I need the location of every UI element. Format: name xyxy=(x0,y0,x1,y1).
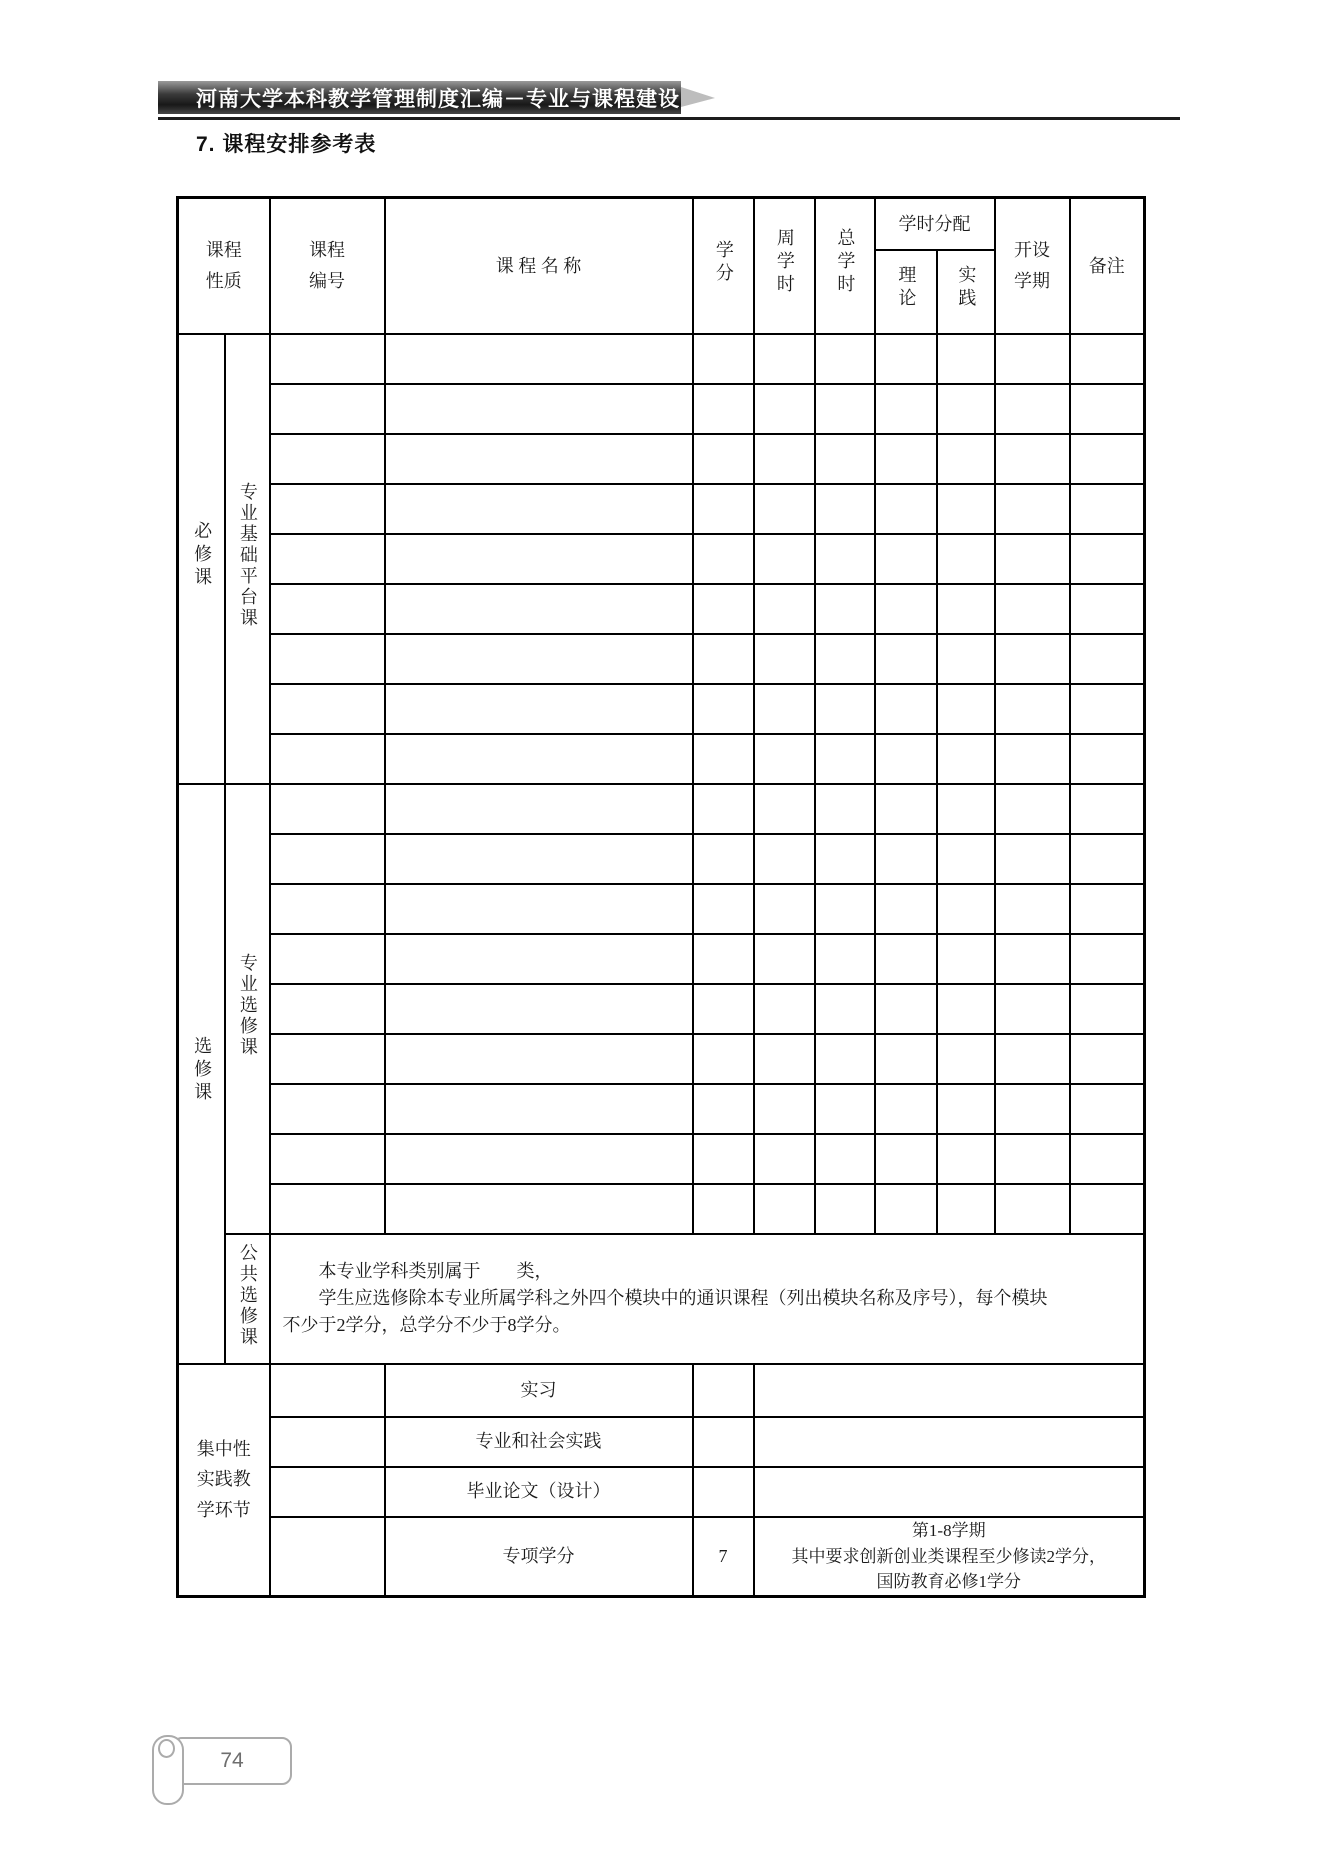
empty-cell xyxy=(385,1034,693,1084)
banner-underline xyxy=(158,117,1180,120)
empty-cell xyxy=(754,384,815,434)
col-header-credits xyxy=(693,198,754,334)
public-elective-line3: 不少于2学分，总学分不少于8学分。 xyxy=(282,1315,571,1335)
empty-cell xyxy=(1070,634,1145,684)
empty-cell xyxy=(815,834,875,884)
empty-cell xyxy=(385,834,693,884)
required-label: 必修课 xyxy=(192,520,213,590)
empty-cell xyxy=(754,984,815,1034)
empty-cell xyxy=(1070,434,1145,484)
empty-cell xyxy=(385,1084,693,1134)
empty-cell xyxy=(875,734,937,784)
empty-cell xyxy=(754,484,815,534)
empty-cell xyxy=(875,584,937,634)
empty-cell xyxy=(385,584,693,634)
empty-cell xyxy=(270,1184,385,1234)
page-number-badge xyxy=(172,1737,292,1785)
empty-cell xyxy=(815,1034,875,1084)
empty-cell xyxy=(875,634,937,684)
empty-cell xyxy=(754,1364,1145,1417)
empty-cell xyxy=(693,734,754,784)
empty-cell xyxy=(875,784,937,834)
semester-label: 开设学期 xyxy=(1014,240,1050,291)
empty-cell xyxy=(1070,534,1145,584)
empty-cell xyxy=(754,1034,815,1084)
empty-cell xyxy=(937,334,995,384)
empty-cell xyxy=(693,784,754,834)
banner-title: 河南大学本科教学管理制度汇编－专业与课程建设 xyxy=(196,86,680,111)
empty-cell xyxy=(937,634,995,684)
empty-cell xyxy=(875,434,937,484)
empty-cell xyxy=(385,684,693,734)
practical-row-name: 专业和社会实践 xyxy=(385,1417,693,1467)
empty-cell xyxy=(815,784,875,834)
course-nature-label: 课程性质 xyxy=(205,240,242,291)
empty-cell xyxy=(385,384,693,434)
empty-cell xyxy=(270,884,385,934)
section-label-practical xyxy=(178,1364,270,1597)
section-title: 7. 课程安排参考表 xyxy=(196,133,377,156)
empty-cell xyxy=(995,634,1070,684)
empty-cell xyxy=(937,984,995,1034)
empty-cell xyxy=(693,834,754,884)
empty-cell xyxy=(693,634,754,684)
empty-cell xyxy=(385,634,693,684)
empty-cell xyxy=(875,334,937,384)
empty-cell xyxy=(754,734,815,784)
col-header-practice xyxy=(937,250,995,334)
empty-cell xyxy=(693,334,754,384)
empty-cell xyxy=(270,1364,385,1417)
empty-cell xyxy=(693,1184,754,1234)
empty-cell xyxy=(995,1034,1070,1084)
empty-cell xyxy=(754,634,815,684)
empty-cell xyxy=(270,684,385,734)
credits-label: 学分 xyxy=(713,239,734,286)
empty-cell xyxy=(1070,1034,1145,1084)
empty-cell xyxy=(754,534,815,584)
special-credits-note-line1: 第1-8学期 xyxy=(911,1521,986,1540)
empty-cell xyxy=(995,384,1070,434)
empty-cell xyxy=(693,984,754,1034)
col-header-semester xyxy=(995,198,1070,334)
empty-cell xyxy=(815,384,875,434)
empty-cell xyxy=(995,534,1070,584)
empty-cell xyxy=(693,1084,754,1134)
empty-cell xyxy=(270,1084,385,1134)
col-header-course-code xyxy=(270,198,385,334)
subsection-label-major-elective xyxy=(225,784,270,1234)
empty-cell xyxy=(875,684,937,734)
empty-cell xyxy=(815,434,875,484)
empty-cell xyxy=(995,984,1070,1034)
empty-cell xyxy=(385,934,693,984)
empty-cell xyxy=(995,334,1070,384)
empty-cell xyxy=(270,934,385,984)
empty-cell xyxy=(937,784,995,834)
public-elective-note xyxy=(270,1234,1145,1364)
empty-cell xyxy=(693,434,754,484)
empty-cell xyxy=(995,484,1070,534)
col-header-weekly-hours xyxy=(754,198,815,334)
empty-cell xyxy=(875,1084,937,1134)
empty-cell xyxy=(875,984,937,1034)
empty-cell xyxy=(815,1084,875,1134)
empty-cell xyxy=(1070,934,1145,984)
empty-cell xyxy=(995,784,1070,834)
empty-cell xyxy=(693,1467,754,1517)
empty-cell xyxy=(693,584,754,634)
empty-cell xyxy=(1070,384,1145,434)
empty-cell xyxy=(815,534,875,584)
empty-cell xyxy=(385,1184,693,1234)
empty-cell xyxy=(693,1034,754,1084)
practical-row-name: 毕业论文（设计） xyxy=(385,1467,693,1517)
empty-cell xyxy=(693,534,754,584)
empty-cell xyxy=(270,1034,385,1084)
col-header-theory xyxy=(875,250,937,334)
empty-cell xyxy=(385,334,693,384)
empty-cell xyxy=(937,684,995,734)
empty-cell xyxy=(385,984,693,1034)
empty-cell xyxy=(815,584,875,634)
empty-cell xyxy=(937,1134,995,1184)
empty-cell xyxy=(815,334,875,384)
empty-cell xyxy=(937,434,995,484)
public-elective-line1: 本专业学科类别属于 类， xyxy=(318,1261,553,1281)
special-credits-note-line2: 其中要求创新创业类课程至少修读2学分， xyxy=(791,1546,1107,1566)
empty-cell xyxy=(875,534,937,584)
empty-cell xyxy=(754,1084,815,1134)
empty-cell xyxy=(270,534,385,584)
empty-cell xyxy=(995,584,1070,634)
empty-cell xyxy=(270,334,385,384)
subsection-label-public-elective xyxy=(225,1234,270,1364)
empty-cell xyxy=(815,984,875,1034)
empty-cell xyxy=(1070,784,1145,834)
empty-cell xyxy=(875,1034,937,1084)
empty-cell xyxy=(270,384,385,434)
empty-cell xyxy=(815,1184,875,1234)
empty-cell xyxy=(754,834,815,884)
empty-cell xyxy=(995,434,1070,484)
basic-platform-label: 专业基础平台课 xyxy=(237,481,258,629)
empty-cell xyxy=(754,334,815,384)
empty-cell xyxy=(1070,884,1145,934)
empty-cell xyxy=(1070,334,1145,384)
empty-cell xyxy=(937,1034,995,1084)
empty-cell xyxy=(385,884,693,934)
section-label-required xyxy=(178,334,225,784)
empty-cell xyxy=(693,484,754,534)
empty-cell xyxy=(937,834,995,884)
empty-cell xyxy=(815,1134,875,1184)
empty-cell xyxy=(1070,684,1145,734)
empty-cell xyxy=(875,384,937,434)
empty-cell xyxy=(815,734,875,784)
empty-cell xyxy=(815,934,875,984)
empty-cell xyxy=(270,634,385,684)
section-label-elective xyxy=(178,784,225,1364)
practice-label: 实践 xyxy=(956,265,977,312)
empty-cell xyxy=(1070,484,1145,534)
empty-cell xyxy=(385,534,693,584)
empty-cell xyxy=(1070,584,1145,634)
scroll-roll-eye-icon xyxy=(158,1739,175,1758)
empty-cell xyxy=(270,584,385,634)
empty-cell xyxy=(385,734,693,784)
empty-cell xyxy=(693,1134,754,1184)
empty-cell xyxy=(754,1417,1145,1467)
empty-cell xyxy=(1070,1084,1145,1134)
empty-cell xyxy=(754,934,815,984)
empty-cell xyxy=(875,834,937,884)
empty-cell xyxy=(270,484,385,534)
empty-cell xyxy=(937,484,995,534)
empty-cell xyxy=(937,1084,995,1134)
special-credits-note-line3: 国防教育必修1学分 xyxy=(876,1572,1022,1591)
col-header-remarks: 备注 xyxy=(1070,198,1145,334)
col-header-total-hours xyxy=(815,198,875,334)
empty-cell xyxy=(995,684,1070,734)
empty-cell xyxy=(937,584,995,634)
empty-cell xyxy=(693,884,754,934)
empty-cell xyxy=(385,784,693,834)
empty-cell xyxy=(754,434,815,484)
empty-cell xyxy=(754,584,815,634)
theory-label: 理论 xyxy=(896,265,917,312)
empty-cell xyxy=(995,834,1070,884)
empty-cell xyxy=(693,1364,754,1417)
empty-cell xyxy=(754,1184,815,1234)
public-elective-line2: 学生应选修除本专业所属学科之外四个模块中的通识课程（列出模块名称及序号），每个模块 xyxy=(318,1288,1048,1308)
empty-cell xyxy=(995,934,1070,984)
empty-cell xyxy=(754,884,815,934)
empty-cell xyxy=(937,534,995,584)
empty-cell xyxy=(995,884,1070,934)
col-header-course-name: 课 程 名 称 xyxy=(385,198,693,334)
empty-cell xyxy=(815,684,875,734)
empty-cell xyxy=(1070,834,1145,884)
practical-label: 集中性实践教学环节 xyxy=(196,1438,251,1521)
empty-cell xyxy=(937,384,995,434)
course-schedule-table xyxy=(176,196,1146,1598)
practical-row-name: 专项学分 xyxy=(385,1517,693,1597)
empty-cell xyxy=(270,984,385,1034)
empty-cell xyxy=(385,1134,693,1184)
empty-cell xyxy=(1070,984,1145,1034)
empty-cell xyxy=(1070,1184,1145,1234)
empty-cell xyxy=(385,484,693,534)
empty-cell xyxy=(270,834,385,884)
empty-cell xyxy=(270,434,385,484)
empty-cell xyxy=(995,1134,1070,1184)
special-credits-value: 7 xyxy=(693,1517,754,1597)
empty-cell xyxy=(875,934,937,984)
page-number-scroll xyxy=(140,1733,310,1813)
empty-cell xyxy=(270,1134,385,1184)
header-banner xyxy=(158,81,681,114)
empty-cell xyxy=(385,434,693,484)
elective-label: 选修课 xyxy=(192,1035,213,1105)
empty-cell xyxy=(270,734,385,784)
empty-cell xyxy=(754,684,815,734)
page-number: 74 xyxy=(220,1749,244,1772)
col-header-hour-allocation: 学时分配 xyxy=(875,198,995,250)
empty-cell xyxy=(995,734,1070,784)
major-elective-label: 专业选修课 xyxy=(237,952,258,1058)
course-code-label: 课程编号 xyxy=(309,240,345,291)
empty-cell xyxy=(693,684,754,734)
empty-cell xyxy=(270,1417,385,1467)
total-hours-label: 总学时 xyxy=(835,228,856,298)
empty-cell xyxy=(937,884,995,934)
empty-cell xyxy=(875,484,937,534)
empty-cell xyxy=(270,1517,385,1597)
empty-cell xyxy=(875,884,937,934)
empty-cell xyxy=(754,784,815,834)
empty-cell xyxy=(815,484,875,534)
empty-cell xyxy=(693,1417,754,1467)
empty-cell xyxy=(815,634,875,684)
empty-cell xyxy=(995,1184,1070,1234)
empty-cell xyxy=(693,384,754,434)
empty-cell xyxy=(815,884,875,934)
empty-cell xyxy=(1070,734,1145,784)
special-credits-note xyxy=(754,1517,1145,1597)
empty-cell xyxy=(270,784,385,834)
empty-cell xyxy=(937,1184,995,1234)
empty-cell xyxy=(937,734,995,784)
empty-cell xyxy=(995,1084,1070,1134)
subsection-label-basic-platform xyxy=(225,334,270,784)
practical-row-name: 实习 xyxy=(385,1364,693,1417)
empty-cell xyxy=(270,1467,385,1517)
public-elective-label: 公共选修课 xyxy=(237,1242,258,1348)
weekly-hours-label: 周学时 xyxy=(774,228,795,298)
banner-arrow-icon xyxy=(681,87,715,107)
empty-cell xyxy=(875,1184,937,1234)
empty-cell xyxy=(875,1134,937,1184)
empty-cell xyxy=(754,1134,815,1184)
empty-cell xyxy=(1070,1134,1145,1184)
empty-cell xyxy=(937,934,995,984)
col-header-course-nature xyxy=(178,198,270,334)
empty-cell xyxy=(693,934,754,984)
empty-cell xyxy=(754,1467,1145,1517)
